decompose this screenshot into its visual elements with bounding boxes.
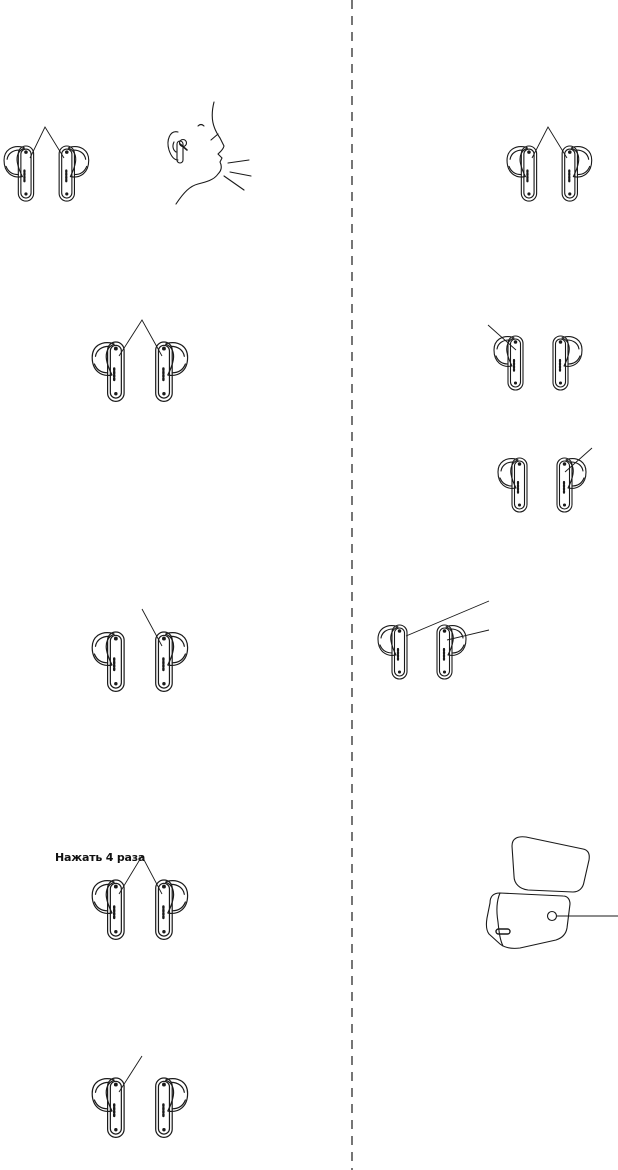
earbud-icon — [92, 1078, 124, 1137]
earbud-icon — [378, 625, 407, 679]
earbud-pair-6 — [507, 127, 592, 201]
earbud-pair-5 — [92, 1056, 187, 1137]
earbud-icon — [498, 458, 527, 512]
earbud-icon — [156, 342, 188, 401]
earbud-pair-2 — [92, 320, 187, 401]
head-profile-icon — [168, 102, 251, 204]
earbud-pair-8 — [498, 448, 592, 512]
earbud-icon — [92, 880, 124, 939]
pointer-line — [119, 1056, 142, 1092]
earbud-icon — [92, 632, 124, 691]
earbud-icon — [156, 1078, 188, 1137]
earbud-icon — [494, 336, 523, 390]
earbud-pair-1 — [4, 127, 89, 201]
earbud-pair-9 — [378, 601, 489, 679]
earbud-icon — [4, 146, 34, 201]
earbud-icon — [553, 336, 582, 390]
pointer-line — [142, 609, 162, 646]
case-button — [548, 912, 557, 921]
earbud-pair-4 — [92, 856, 187, 939]
earbud-icon — [437, 625, 466, 679]
earbud-icon — [562, 146, 592, 201]
earbud-icon — [507, 146, 537, 201]
earbud-pair-3 — [92, 609, 187, 691]
earbud-icon — [156, 880, 188, 939]
press-4-times-label: Нажать 4 раза — [55, 851, 146, 864]
earbud-pair-7 — [488, 325, 582, 390]
charging-case-icon — [486, 837, 618, 949]
pointer-line — [406, 601, 489, 636]
earbud-icon — [59, 146, 89, 201]
earbud-icon — [92, 342, 124, 401]
earbud-icon — [156, 632, 188, 691]
usb-c-port — [496, 929, 510, 934]
